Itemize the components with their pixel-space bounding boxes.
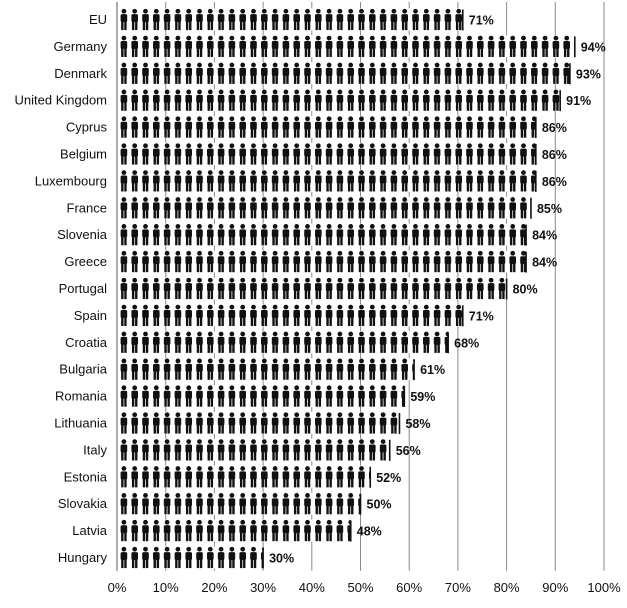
category-label: Slovakia (57, 496, 107, 512)
x-tick-label-10: 10% (152, 579, 179, 595)
data-label: 84% (532, 228, 558, 243)
x-tick-label-0: 0% (107, 579, 127, 595)
x-tick-label-100: 100% (587, 579, 621, 595)
category-label: United Kingdom (14, 92, 107, 108)
data-label: 48% (356, 524, 382, 539)
data-label: 71% (468, 309, 494, 324)
bar-background (118, 412, 399, 434)
data-label: 50% (366, 497, 392, 512)
data-label: 58% (405, 416, 431, 431)
data-label: 61% (420, 363, 446, 378)
bars (118, 8, 581, 568)
data-label: 71% (468, 13, 494, 28)
category-label: Bulgaria (59, 361, 107, 377)
data-label: 59% (410, 390, 436, 405)
category-label: EU (88, 11, 107, 27)
category-label: Hungary (57, 549, 107, 565)
data-label: 85% (536, 201, 562, 216)
data-label: 86% (541, 174, 567, 189)
category-label: Latvia (72, 523, 107, 539)
category-label: Estonia (63, 469, 107, 485)
category-label: Germany (53, 38, 107, 54)
x-tick-label-50: 50% (347, 579, 374, 595)
category-label: Lithuania (54, 415, 107, 431)
x-tick-label-90: 90% (542, 579, 569, 595)
data-label: 94% (580, 40, 606, 55)
category-label: Denmark (54, 65, 107, 81)
category-label: Croatia (65, 334, 107, 350)
category-label: Cyprus (65, 119, 107, 135)
data-label: 91% (566, 94, 592, 109)
category-label: Belgium (60, 146, 107, 162)
data-label: 52% (376, 470, 402, 485)
x-tick-label-40: 40% (298, 579, 325, 595)
category-label: Romania (54, 388, 107, 404)
data-label: 68% (454, 336, 480, 351)
data-label: 93% (575, 67, 601, 82)
category-label: Italy (83, 442, 107, 458)
data-label: 86% (541, 147, 567, 162)
x-tick-label-30: 30% (250, 579, 277, 595)
category-label: Portugal (58, 280, 107, 296)
x-tick-label-70: 70% (444, 579, 471, 595)
x-tick-label-60: 60% (396, 579, 423, 595)
category-label: Spain (73, 307, 107, 323)
category-label: Slovenia (57, 227, 107, 243)
data-label: 56% (395, 443, 421, 458)
data-label: 86% (541, 121, 567, 136)
data-label: 84% (532, 255, 558, 270)
x-tick-label-20: 20% (201, 579, 228, 595)
data-label: 80% (512, 282, 538, 297)
x-tick-label-80: 80% (493, 579, 520, 595)
category-label: France (66, 200, 107, 216)
data-label: 30% (269, 551, 295, 566)
category-label: Luxembourg (34, 173, 107, 189)
category-label: Greece (64, 254, 107, 270)
